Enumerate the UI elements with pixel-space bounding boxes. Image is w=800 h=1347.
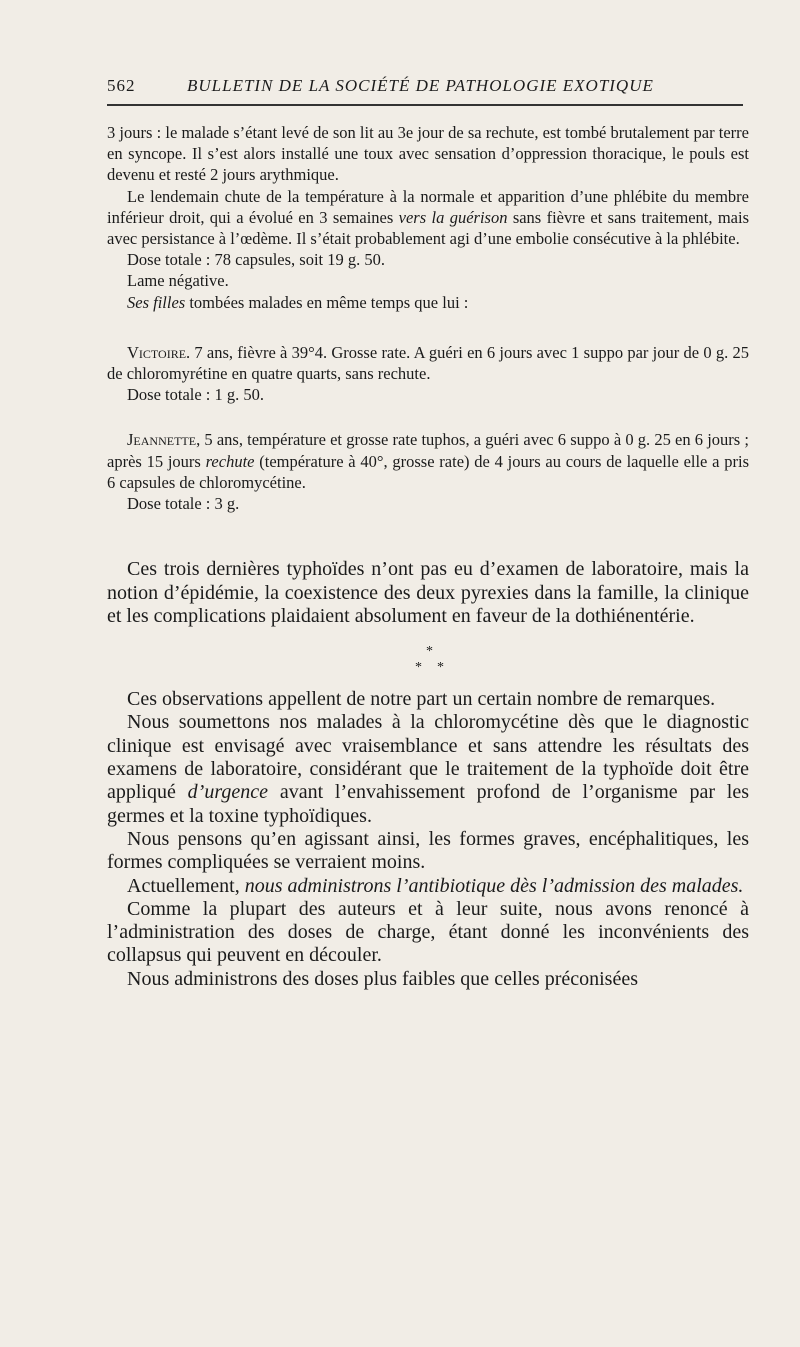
page-number: 562: [107, 76, 136, 95]
discussion-section: [107, 558, 749, 991]
paragraph-actuellement: Actuellement, nous administrons l’antibiotique dès l’admission des malades.: [127, 874, 744, 897]
paragraph-continuation: 3 jours : le malade s’étant levé de son lit au 3e jour de sa rechute, est tombé brutalement par terre en syncope. Il s’est alors installé une toux avec sensation d’oppression thoracique, le pouls est devenu et resté 2 jours arythmique.: [107, 123, 749, 185]
case-section: [107, 122, 749, 514]
spacer: [107, 514, 749, 558]
asterisk: *: [437, 660, 444, 676]
paragraph-victoire-dose: Dose totale : 1 g. 50.: [127, 385, 265, 405]
paragraph-remarques: Ces observations appellent de notre part un certain nombre de remarques.: [127, 688, 716, 711]
paragraph-typhoides: Ces trois dernières typhoïdes n’ont pas eu d’examen de laboratoire, mais la notion d’épidémie, la coexistence des deux pyrexies dans la famille, la clinique et les complications plaidaient absolument en faveur de la dothiénentérie.: [107, 558, 749, 627]
header-rule: [107, 104, 743, 106]
paragraph-jeannette-dose: Dose totale : 3 g.: [127, 494, 240, 514]
paragraph-dose: Dose totale : 78 capsules, soit 19 g. 50.: [127, 250, 386, 270]
running-header: [107, 76, 743, 100]
paragraph-daughters: Ses filles tombées malades en même temps que lui :: [127, 292, 469, 312]
paragraph-pensons: Nous pensons qu’en agissant ainsi, les formes graves, encéphalitiques, les formes compliquées se verraient moins.: [107, 827, 749, 874]
asterisk: *: [415, 660, 422, 676]
paragraph-administrons: Nous administrons des doses plus faibles que celles préconisées: [127, 967, 639, 990]
paragraph-soumettons: Nous soumettons nos malades à la chloromycétine dès que le diagnostic clinique est envisagé avec vraisemblance et sans attendre les résultats des examens de laboratoire, considérant que le traitement de la typhoïde doit être appliqué d’urgence avant l’envahissement profond de l’organisme par les germes et la toxine typhoïdiques.: [107, 711, 749, 827]
spacer: [107, 313, 749, 342]
paragraph-comme: Comme la plupart des auteurs et à leur suite, nous avons renoncé à l’administration des doses de charge, étant donné les inconvénients des collapsus qui peuvent en découler.: [107, 897, 749, 967]
paragraph-victoire: Victoire. 7 ans, fièvre à 39°4. Grosse rate. A guéri en 6 jours avec 1 suppo par jour de 0 g. 25 de chloromyrétine en quatre quarts, sans rechute.: [107, 342, 749, 384]
paragraph-phlebitis: Le lendemain chute de la température à la normale et apparition d’une phlébite du membre inférieur droit, qui a évolué en 3 semaines vers la guérison sans fièvre et sans traitement, mais avec persistance à l’œdème. Il s’était probablement agi d’une embolie consécutive à la phlébite.: [107, 186, 749, 249]
paragraph-jeannette: Jeannette, 5 ans, température et grosse rate tuphos, a guéri avec 6 suppo à 0 g. 25 en 6 jours ; après 15 jours rechute (température à 40°, grosse rate) de 4 jours au cours de laquelle elle a pris 6 capsules de chloromycétine.: [107, 430, 749, 492]
spacer: [107, 405, 749, 429]
paragraph-lame: Lame négative.: [127, 271, 229, 291]
journal-title: BULLETIN DE LA SOCIÉTÉ DE PATHOLOGIE EXOTIQUE: [187, 76, 654, 95]
section-separator: [107, 628, 749, 688]
article-body: [107, 122, 749, 991]
asterisk: *: [426, 644, 433, 660]
